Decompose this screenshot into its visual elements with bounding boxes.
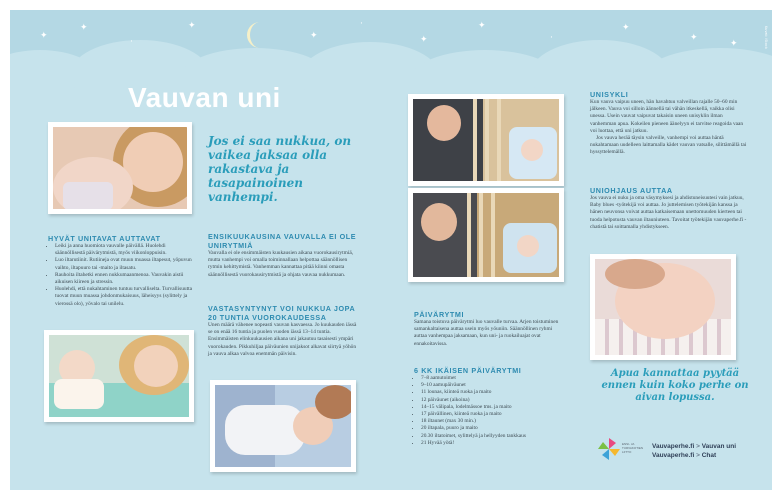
photo-credit: Kuvat: iStock: [764, 26, 768, 49]
section-ensikuukausina: [208, 232, 360, 279]
moon-icon: [242, 20, 272, 50]
list-item: • 14–15 välipala, lodelmässoe tms. ja maito: [421, 404, 574, 411]
photo-sleeping-baby-teddy: [210, 380, 356, 472]
footer-link-chat[interactable]: Vauvaperhe.fi > Chat: [652, 452, 717, 459]
star-icon: ✦: [188, 21, 196, 31]
section-heading: UNIOHJAUS AUTTAA: [590, 186, 673, 195]
star-icon: ✦: [420, 35, 428, 45]
section-unisykli: [590, 90, 748, 157]
list-item: • 11 lounas, kiinteä ruoka ja maito: [421, 389, 574, 396]
bullet-list: [48, 243, 196, 308]
star-icon: ✦: [690, 33, 698, 43]
list-item: • Leiki ja anna huomiota vauvalle päivällä. Huolehdi säännöllisestä päivärytmistä, myös viikonloppuisin.: [55, 243, 196, 257]
star-icon: ✦: [730, 39, 738, 49]
list-item: • 9–10 aamupäiväunet: [421, 382, 574, 389]
photo-father-at-crib: [408, 94, 564, 186]
logo-text: ENSI- JA TURVAKOTIEN LIITTO: [622, 442, 644, 454]
star-icon: ✦: [310, 31, 318, 41]
section-text: Jos vauva herää täysin valveille, vanhempi voi auttaa häntä nukahtamaan uudelleen laittamalla kädet vauvan vatsalle, silittämällä tai hyssyttelemällä.: [590, 135, 747, 156]
section-heading: 6 KK IKÄISEN PÄIVÄRYTMI: [414, 366, 522, 375]
list-item: • 20.30 iltatoimet, sylittelyä ja hellyyden tankkaus: [421, 433, 574, 440]
photo-mother-with-baby: [44, 330, 194, 422]
list-item: • 12 päiväunet (aikoina): [421, 397, 574, 404]
poster: [10, 10, 772, 490]
section-vastasyntynyt: [208, 304, 360, 358]
section-6kk-paivarytmi: [414, 366, 574, 447]
pinwheel-logo: [598, 438, 620, 460]
photo-father-resting-crib: [408, 188, 564, 282]
list-item: • Rauhoita iltahetki ennen nukkumaanmenoa. Vauvakin aistii aikuisen kiireen ja stressin.: [55, 272, 196, 286]
list-item: • 20 iltapala, puuro ja maito: [421, 425, 574, 432]
star-icon: ✦: [478, 21, 486, 31]
section-heading: UNISYKLI: [590, 90, 629, 99]
star-icon: ·: [360, 19, 363, 29]
star-icon: ·: [130, 37, 133, 47]
section-text: Jos vauva ei nuku ja oma väsymyksesi ja ahdistuneisuutesi vain jatkuu, Baby blues -työtekijä voi auttaa. Jo juttelemisen työtekijän kanssa ja hänen neuvonsa voivat auttaa katkaisemaan unettomuuden kierteen tai tuoda helpotusta vauvan iltauniuteen. Tavoitat työtekijän vauvaperhe.fi -chatistä tai soittamalla yhdistykseen.: [590, 195, 747, 230]
section-heading: HYVÄT UNITAVAT AUTTAVAT: [48, 234, 161, 243]
schedule-list: [414, 375, 574, 447]
list-item: • 18 iltaunet (max 30 min.): [421, 418, 574, 425]
section-heading: VASTASYNTYNYT VOI NUKKUA JOPA 20 TUNTIA VUOROKAUDESSA: [208, 304, 356, 322]
star-icon: ✦: [80, 23, 88, 33]
list-item: • 21 Hyvää yötä!: [421, 440, 574, 447]
section-uniohjaus: [590, 186, 748, 231]
section-heading: PÄIVÄRYTMI: [414, 310, 465, 319]
star-icon: ✦: [622, 23, 630, 33]
photo-sleeping-baby-closeup: [590, 254, 736, 360]
section-hyvat-unitavat: [48, 234, 196, 308]
footer-links: [652, 442, 736, 460]
quote-2: Apua kannattaa pyytää ennen kuin koko perhe on aivan lopussa.: [601, 368, 749, 403]
list-item: • Huolehdi, että nukahtaminen tuntuu turvalliselta. Turvallisuutta tuovat muun muassa johdonmukaisuus, läheisyys (sylittely ja vierossä olo), yövalo tai unilelu.: [55, 286, 196, 308]
list-item: • 7–8 aamutoimet: [421, 375, 574, 382]
quote-1: Jos ei saa nukkua, on vaikea jaksaa olla rakastava ja tasapainoinen vanhempi.: [208, 134, 352, 204]
section-text: Samana toistuva päivärytmi luo vauvalle turvaa. Arjen toistuminen samankaltaisena auttaa usein myös yöuniin. Säännöllinen ryhmi auttaa vanhempaa jaksamaan, kun uni- ja ruokailuajat ovat ennakoitavissa.: [414, 319, 559, 347]
section-text: Unen määrä vähenee nopeasti vauvan kasvaessa. Jo kuukauden iässä se on enää 16 tuntia ja puolen vuoden iässä 13–14 tuntia. Ensimmäisten elinkuukausien aikana uni jakautuu tasaisesti ympäri vuorokauden. Pikkuhiljaa päiväunien unijaksot alkavat siirtyä yöhön ja vauva alkaa valvoa enemmän päivisin.: [208, 322, 357, 357]
footer-link-vauvan-uni[interactable]: Vauvaperhe.fi > Vauvan uni: [652, 443, 737, 450]
photo-mother-kissing-baby: [48, 122, 192, 214]
section-text: Kun vauva vaipuu uneen, hän havahtuu valveillan rajalle 50–60 min jälkeen. Vauva voi silloin äännellä tai vähän itkeskellä, vaikka olisi unessa. Usein vauvat vaipuvat takaisin uneen unisyklin ilman vanhemman apua. Kokeilen pieneen äänelyyn ei tarvitse reagoida vaan voi luottaa, että uni jatkuu.: [590, 99, 744, 134]
section-paivarytmi: [414, 310, 566, 348]
list-item: • Luo iltarutiinit. Rutiineja ovat muun muassa iltapesut, yöpuvun vaihto, iltapuuro tai -maito ja iltasatu.: [55, 257, 196, 271]
page-title: Vauvan uni: [128, 82, 281, 113]
section-heading: ENSIKUUKAUSINA VAUVALLA EI OLE UNIRYTMIÄ: [208, 232, 357, 250]
star-icon: ✦: [40, 31, 48, 41]
section-text: Vauvalla ei ole ensimmäisten kuukausien aikana vuorokausirytmiä, mutta vanhempi voi omalla toiminnallaan helpottaa säännöllisen rytmin kehittymistä. Vanhemman kannattaa pitää kiinni omasta säännöllisestä vuorokausirytmistä ja ohjata vauvaa nukkumaan.: [208, 250, 354, 278]
list-item: • 17 päivällinen, kiinteä ruoka ja maito: [421, 411, 574, 418]
star-icon: ·: [550, 33, 553, 43]
